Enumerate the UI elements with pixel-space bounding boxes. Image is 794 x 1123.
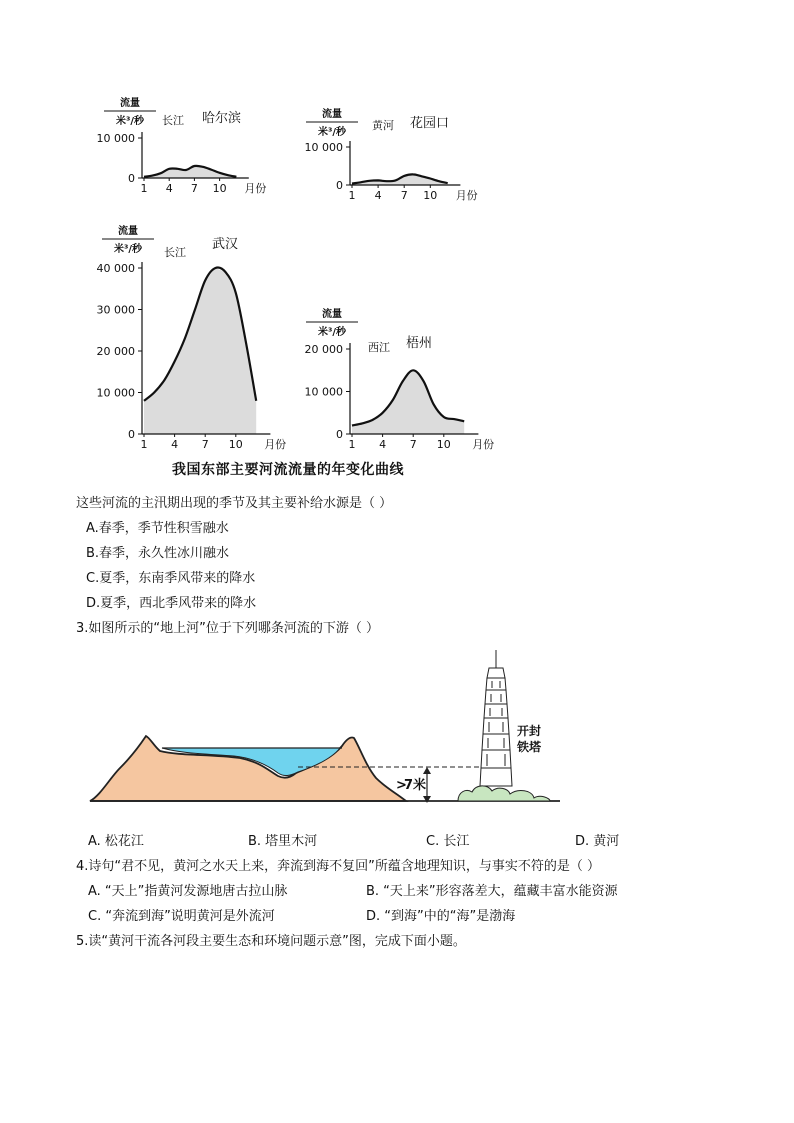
x-axis-label: 月份	[455, 189, 478, 202]
flow-area	[352, 370, 464, 434]
chart-caption: 我国东部主要河流流量的年变化曲线	[172, 462, 404, 478]
y-tick-label: 0	[336, 179, 343, 192]
question4-option-a[interactable]: A. “天上”指黄河发源地唐古拉山脉	[88, 884, 288, 899]
station-name: 花园口	[410, 116, 450, 131]
y-tick-label: 0	[128, 428, 135, 441]
chart-wuhan	[92, 222, 292, 457]
y-tick-label: 0	[128, 172, 135, 185]
question2-option-d[interactable]: D.夏季，西北季风带来的降水	[86, 596, 257, 611]
question2-option-a[interactable]: A.春季，季节性积雪融水	[86, 521, 229, 536]
y-label-top: 流量	[322, 109, 342, 120]
x-tick-label: 1	[348, 438, 356, 451]
question3-option-d[interactable]: D. 黄河	[575, 834, 620, 849]
y-tick-label: 10 000	[96, 386, 135, 400]
river-name: 长江	[164, 246, 186, 259]
tower-label-2: 铁塔	[517, 740, 542, 754]
x-tick-label: 4	[171, 438, 179, 451]
iron-tower	[480, 650, 512, 786]
river-name: 西江	[368, 341, 390, 354]
y-label-unit: 米³/秒	[317, 127, 347, 138]
x-tick-label: 10	[436, 438, 451, 451]
station-name: 哈尔滨	[202, 111, 242, 126]
y-label-unit: 米³/秒	[113, 244, 143, 255]
question3-option-b[interactable]: B. 塔里木河	[248, 834, 318, 849]
river-name: 长江	[162, 114, 184, 127]
trees	[458, 786, 550, 801]
x-tick-label: 10	[212, 182, 227, 195]
station-name: 梧州	[406, 336, 433, 351]
chart-harbin	[92, 98, 292, 203]
question3-option-a[interactable]: A. 松花江	[88, 834, 144, 849]
tower-label-1: 开封	[517, 724, 542, 738]
x-tick-label: 4	[379, 438, 387, 451]
y-tick-label: 10 000	[304, 141, 343, 154]
y-tick-label: 0	[336, 428, 343, 441]
x-tick-label: 4	[165, 182, 173, 195]
question3-option-c[interactable]: C. 长江	[426, 834, 470, 849]
question2-stem: 这些河流的主汛期出现的季节及其主要补给水源是（ ）	[76, 496, 393, 511]
x-tick-label: 7	[409, 438, 417, 451]
question3-stem: 3.如图所示的“地上河”位于下列哪条河流的下游（ ）	[76, 621, 380, 636]
x-tick-label: 10	[423, 189, 438, 202]
y-label-top: 流量	[322, 309, 342, 320]
x-tick-label: 7	[201, 438, 209, 451]
x-tick-label: 7	[400, 189, 408, 202]
chart-svg-0	[92, 98, 292, 203]
y-tick-label: 10 000	[304, 385, 343, 399]
x-tick-label: 10	[228, 438, 243, 451]
x-tick-label: 4	[374, 189, 382, 202]
x-axis-label: 月份	[472, 438, 495, 451]
height-label: 7米	[404, 778, 427, 793]
land-profile	[90, 736, 406, 801]
x-tick-label: 1	[348, 189, 356, 202]
y-label-unit: 米³/秒	[115, 116, 145, 127]
y-tick-label: 10 000	[96, 132, 135, 145]
chart-huayuankou	[298, 105, 498, 210]
question4-stem: 4.诗句“君不见，黄河之水天上来，奔流到海不复回”所蕴含地理知识，与事实不符的是（ ）	[76, 859, 601, 874]
y-label-top: 流量	[120, 98, 140, 109]
y-tick-label: 30 000	[96, 303, 135, 317]
x-tick-label: 1	[140, 182, 148, 195]
x-tick-label: 7	[190, 182, 198, 195]
question4-option-c[interactable]: C. “奔流到海”说明黄河是外流河	[88, 909, 275, 924]
chart-wuzhou	[298, 307, 498, 457]
x-tick-label: 1	[140, 438, 148, 451]
chart-svg-3	[298, 307, 498, 457]
elevated-river-figure	[80, 648, 570, 812]
question2-option-b[interactable]: B.春季，永久性冰川融水	[86, 546, 230, 561]
chart-svg-1	[298, 105, 498, 210]
river-name: 黄河	[372, 119, 394, 132]
question2-option-c[interactable]: C.夏季，东南季风带来的降水	[86, 571, 256, 586]
chart-svg-2	[92, 222, 292, 457]
y-label-unit: 米³/秒	[317, 327, 347, 338]
station-name: 武汉	[212, 237, 239, 252]
x-axis-label: 月份	[244, 182, 267, 195]
y-label-top: 流量	[118, 226, 138, 237]
y-tick-label: 40 000	[96, 262, 135, 275]
question4-option-d[interactable]: D. “到海”中的“海”是渤海	[366, 909, 516, 924]
question4-option-b[interactable]: B. “天上来”形容落差大，蕴藏丰富水能资源	[366, 884, 618, 899]
svg-text:>: >	[396, 778, 407, 793]
y-tick-label: 20 000	[304, 343, 343, 356]
y-tick-label: 20 000	[96, 345, 135, 358]
x-axis-label: 月份	[264, 438, 287, 451]
question5-stem: 5.读“黄河干流各河段主要生态和环境问题示意”图，完成下面小题。	[76, 934, 466, 949]
